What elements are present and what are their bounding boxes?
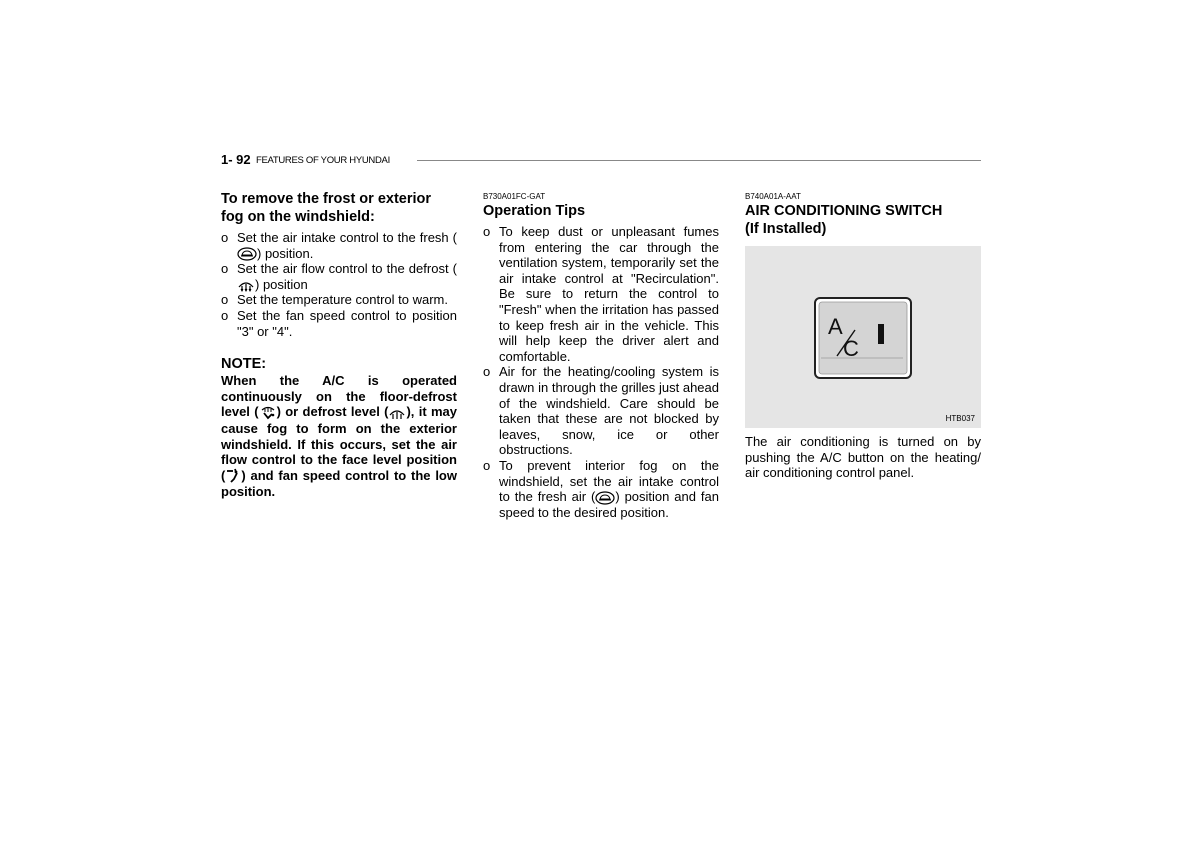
column-frost-removal xyxy=(221,190,457,500)
ac-label-a: A xyxy=(828,314,843,339)
figure-caption: HTB037 xyxy=(945,414,975,423)
list-item: o Set the air flow control to the defrost () position xyxy=(221,261,457,292)
list-item: o Set the temperature control to warm. xyxy=(221,292,448,308)
section-title: FEATURES OF YOUR HYUNDAI xyxy=(256,155,390,166)
ac-button-illustration xyxy=(745,246,981,428)
list-item: o To keep dust or unpleasant fumes from entering the car through the ventilation system, temporarily set the air intake control at "Recirculation". Be sure to return the control to "Fresh" when the irritation has passed to keep fresh air in the vehicle. This will help keep the driver alert and comfortable. xyxy=(483,224,719,364)
face-level-icon xyxy=(225,468,241,484)
ac-heading-line2: (If Installed) xyxy=(745,221,827,237)
ac-description: The air conditioning is turned on by pushing the A/C button on the heating/ air conditioning control panel. xyxy=(745,434,981,481)
column-ac-switch xyxy=(745,190,981,481)
defrost-icon xyxy=(388,406,406,420)
ac-indicator-light xyxy=(878,324,884,344)
defrost-icon xyxy=(237,278,255,292)
section-code: B740A01A-AAT xyxy=(745,192,801,201)
page-number: 1- 92 xyxy=(221,152,251,167)
section-code: B730A01FC-GAT xyxy=(483,192,546,201)
ac-switch-figure xyxy=(745,246,981,428)
frost-steps-list xyxy=(221,230,457,339)
note-text: When the A/C is operated continuously on the floor-defrost level ( ) or defrost level ( ), it may cause fog to form on the exterior windshield. If this occurs, set the air flow control to the face level position ( ) and fan speed control to the low position. xyxy=(221,373,458,500)
ac-heading-line1: AIR CONDITIONING SWITCH xyxy=(745,203,943,219)
operation-tips-list xyxy=(483,224,719,520)
column-operation-tips xyxy=(483,190,719,520)
ac-label-c: C xyxy=(843,336,859,361)
fresh-air-icon xyxy=(237,247,257,261)
list-item: o Set the fan speed control to position "3" or "4". xyxy=(221,307,457,339)
list-item: o To prevent interior fog on the windshield, set the air intake control to the fresh air ( ) position and fan speed to the desired position. xyxy=(483,457,719,520)
header-divider xyxy=(417,160,981,161)
frost-heading: To remove the frost or exterior fog on the windshield: xyxy=(221,191,432,225)
page-header xyxy=(221,152,981,170)
list-item: o Air for the heating/cooling system is drawn in through the grilles just ahead of the windshield. Care should be taken that these are not blocked by leaves, snow, ice or other obstructions. xyxy=(483,364,719,458)
fresh-air-icon xyxy=(595,491,615,505)
list-item: o Set the air intake control to the fresh () position. xyxy=(221,230,457,261)
note-heading: NOTE: xyxy=(221,356,267,373)
floor-defrost-icon xyxy=(259,405,277,421)
operation-tips-heading: Operation Tips xyxy=(483,203,586,219)
